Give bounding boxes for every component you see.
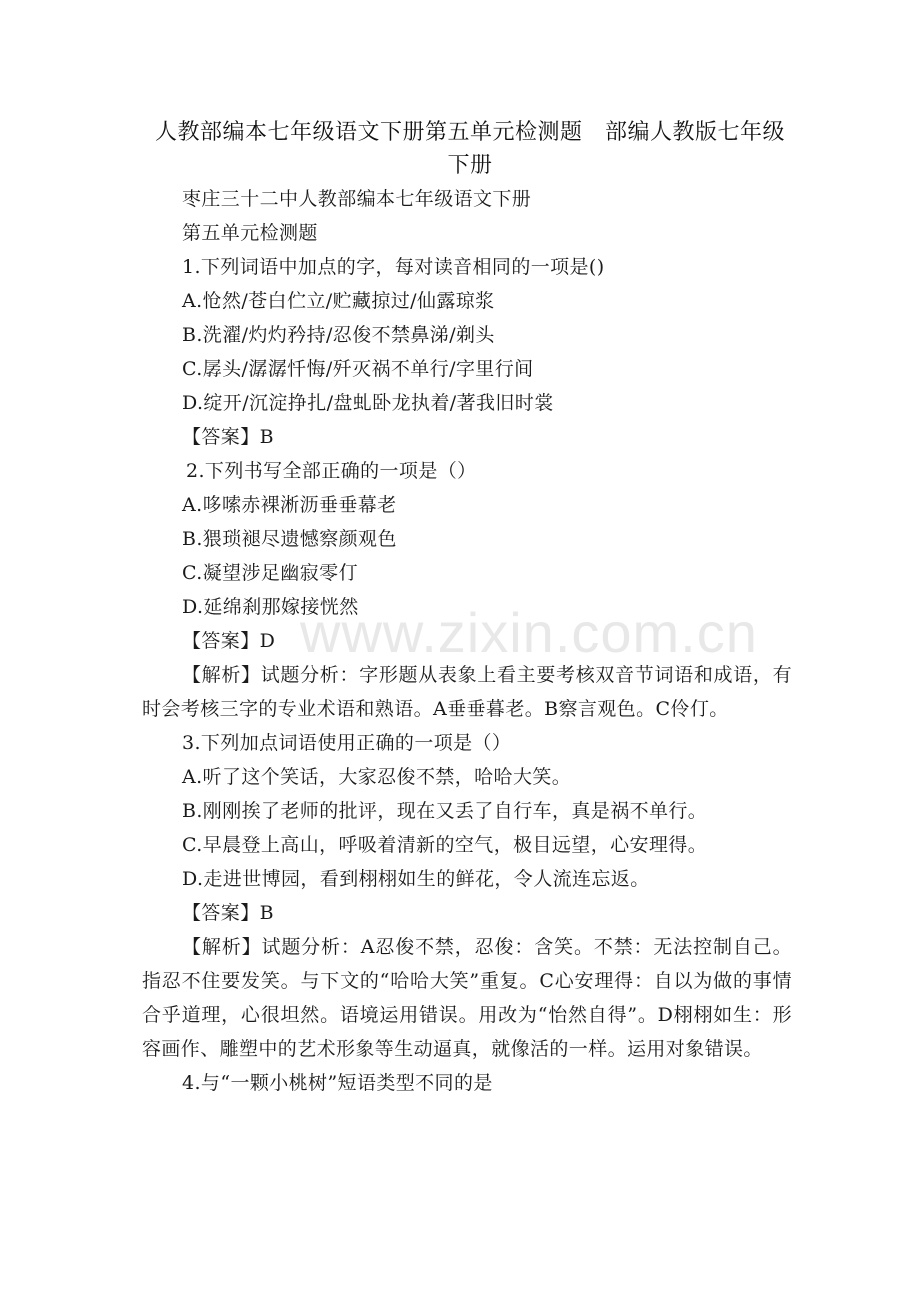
question-3-option-d: D.走进世博园，看到栩栩如生的鲜花，令人流连忘返。 bbox=[182, 868, 650, 890]
question-3-option-c: C.早晨登上高山，呼吸着清新的空气，极目远望，心安理得。 bbox=[182, 834, 708, 856]
question-2-option-a: A.哆嗦赤裸淅沥垂垂幕老 bbox=[182, 494, 397, 516]
unit-line: 第五单元检测题 bbox=[182, 222, 318, 244]
question-2: 2.下列书写全部正确的一项是（） bbox=[186, 460, 477, 482]
question-1: 1.下列词语中加点的字，每对读音相同的一项是() bbox=[182, 256, 605, 278]
question-3-option-b: B.刚刚挨了老师的批评，现在又丢了自行车，真是祸不单行。 bbox=[182, 800, 708, 822]
school-line: 枣庄三十二中人教部编本七年级语文下册 bbox=[182, 188, 532, 210]
question-1-option-b: B.洗濯/灼灼矜持/忍俊不禁鼻涕/剃头 bbox=[182, 324, 495, 346]
question-1-option-d: D.绽开/沉淀挣扎/盘虬卧龙执着/著我旧时裳 bbox=[182, 392, 554, 414]
question-3-option-a: A.听了这个笑话，大家忍俊不禁，哈哈大笑。 bbox=[182, 766, 572, 788]
question-2-option-c: C.凝望涉足幽寂零仃 bbox=[182, 562, 358, 584]
question-1-option-a: A.怆然/苍白伫立/贮藏掠过/仙露琼浆 bbox=[182, 290, 495, 312]
question-1-answer: 【答案】B bbox=[182, 426, 274, 448]
question-2-answer: 【答案】D bbox=[182, 630, 276, 652]
document-body bbox=[142, 182, 792, 1100]
question-2-explanation: 【解析】试题分析：字形题从表象上看主要考核双音节词语和成语，有时会考核三字的专业术语和熟语。A垂垂暮老。B察言观色。C伶仃。 bbox=[142, 664, 792, 720]
question-2-option-d: D.延绵刹那嫁接恍然 bbox=[182, 596, 359, 618]
question-3-answer: 【答案】B bbox=[182, 902, 274, 924]
question-1-option-c: C.孱头/潺潺忏悔/歼灭祸不单行/字里行间 bbox=[182, 358, 534, 380]
question-3: 3.下列加点词语使用正确的一项是（） bbox=[182, 732, 512, 754]
question-3-explanation: 【解析】试题分析：A忍俊不禁，忍俊：含笑。不禁：无法控制自己。指忍不住要发笑。与下文的“哈哈大笑”重复。C心安理得：自以为做的事情合乎道理，心很坦然。语境运用错误。用改为“怡然自得”。D栩栩如生：形容画作、雕塑中的艺术形象等生动逼真，就像活的一样。运用对象错误。 bbox=[142, 936, 792, 1060]
document-title: 人教部编本七年级语文下册第五单元检测题 部编人教版七年级下册 bbox=[154, 120, 785, 178]
question-4: 4.与“一颗小桃树”短语类型不同的是 bbox=[182, 1072, 493, 1094]
question-2-option-b: B.猥琐褪尽遗憾察颜观色 bbox=[182, 528, 397, 550]
site-watermark: www.zixin.com.cn bbox=[300, 601, 758, 664]
